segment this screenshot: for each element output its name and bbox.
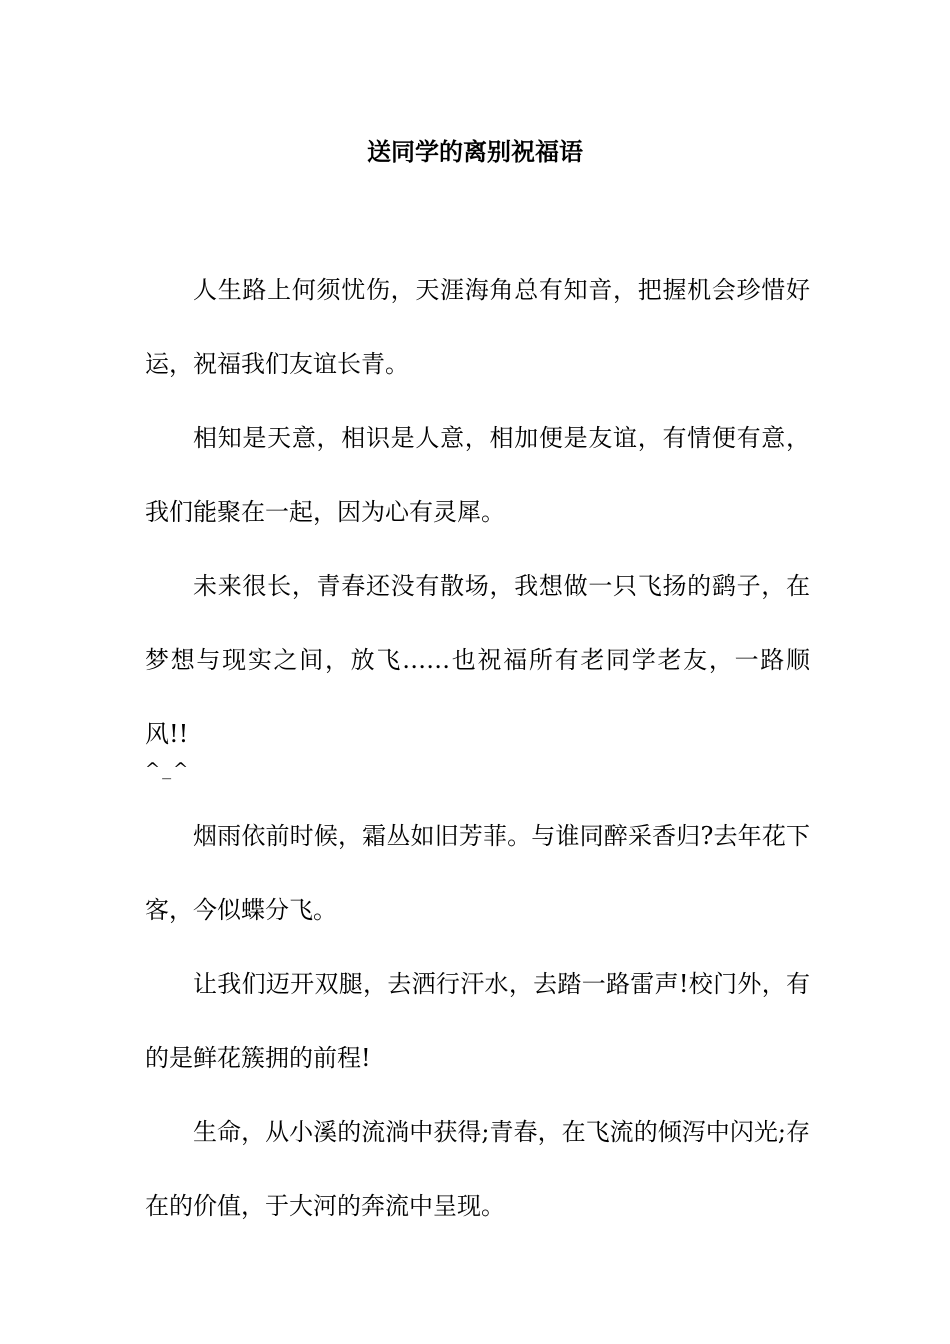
paragraph: 烟雨依前时候，霜丛如旧芳菲。与谁同醉采香归?去年花下客，今似蝶分飞。	[145, 822, 810, 924]
document-body	[145, 253, 810, 1243]
emoticon: ^_^	[145, 759, 191, 780]
document-title: 送同学的离别祝福语	[367, 137, 583, 166]
paragraph: 人生路上何须忧伤，天涯海角总有知音，把握机会珍惜好运，祝福我们友谊长青。	[145, 276, 810, 378]
paragraph: 相知是天意，相识是人意，相加便是友谊，有情便有意，我们能聚在一起，因为心有灵犀。	[145, 424, 810, 526]
paragraph: 生命，从小溪的流淌中获得;青春，在飞流的倾泻中闪光;存在的价值，于大河的奔流中呈现。	[145, 1118, 810, 1220]
paragraph: 未来很长，青春还没有散场，我想做一只飞扬的鹞子，在梦想与现实之间，放飞……也祝福所有老同学老友，一路顺风!!	[145, 572, 810, 748]
paragraph: 让我们迈开双腿，去洒行汗水，去踏一路雷声!校门外，有的是鲜花簇拥的前程!	[145, 970, 810, 1072]
